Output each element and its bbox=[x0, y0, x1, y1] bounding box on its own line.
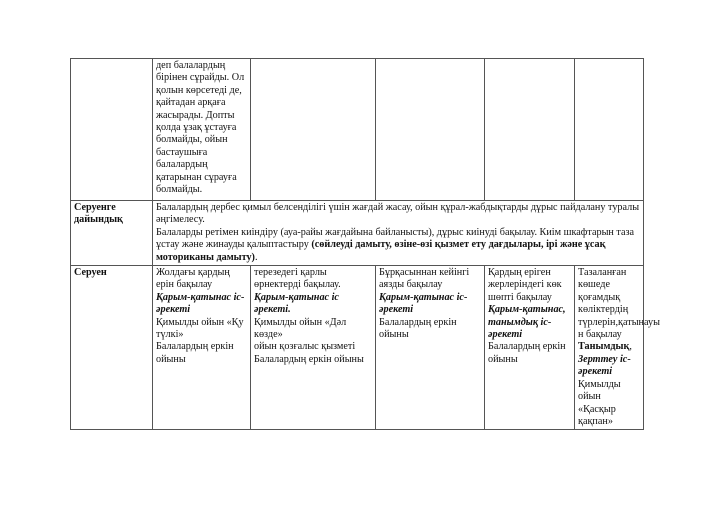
schedule-table bbox=[70, 58, 660, 430]
row-header-walk-preparation: Серуенге дайындық bbox=[71, 201, 153, 266]
motor-activity-text: ойын қозғалыс қызметі bbox=[254, 341, 356, 353]
text-line: болмайды. bbox=[156, 184, 203, 196]
text-line: қайтадан арқаға bbox=[156, 97, 226, 109]
walk-cell-day5 bbox=[575, 266, 660, 430]
preparation-period: . bbox=[254, 251, 258, 263]
activity-type: Қарым-қатынас іс-әрекеті bbox=[156, 291, 245, 316]
text-line: балалардың bbox=[156, 159, 208, 171]
observation-text: терезедегі қарлы өрнектерді бақылау. bbox=[254, 267, 341, 291]
text-line: қолда ұзақ ұстауға bbox=[156, 122, 237, 134]
activity-type: Қарым-қатынас, танымдық іс-әрекеті bbox=[488, 304, 566, 341]
text-line: жасырады. Допты bbox=[156, 109, 235, 121]
game-text: Қимылды ойын «Дәл көзде» bbox=[254, 316, 347, 341]
comma: , bbox=[629, 341, 632, 353]
free-play-text: Балалардың еркін ойыны bbox=[379, 316, 457, 341]
walk-cell-day1 bbox=[153, 266, 251, 430]
empty-cell bbox=[376, 59, 485, 201]
walk-cell-day4 bbox=[485, 266, 575, 430]
text-line: болмайды, ойын bbox=[156, 134, 228, 146]
preparation-text-2 bbox=[156, 227, 640, 264]
observation-text: Бұрқасыннан кейінгі аязды бақылау bbox=[379, 267, 470, 291]
walk-cell-day3 bbox=[376, 266, 485, 430]
free-play-text: Балалардың еркін ойыны bbox=[254, 353, 364, 365]
empty-cell bbox=[485, 59, 575, 201]
observation-text: Тазаланған көшеде қоғамдық көліктердің түрлерін,қатынауы н бақылау bbox=[578, 267, 660, 341]
activity-type: Қарым-қатынас іс әрекеті. bbox=[254, 291, 339, 316]
empty-cell bbox=[251, 59, 376, 201]
empty-cell bbox=[575, 59, 644, 201]
table-row-walk bbox=[71, 266, 644, 430]
activity-type: Зерттеу іс-әрекеті bbox=[578, 353, 631, 378]
text-line: бірінен сұрайды. Ол bbox=[156, 72, 245, 84]
table-row-continuation bbox=[71, 59, 644, 201]
text-line: қатарынан сұрауға bbox=[156, 171, 237, 183]
cognitive-label: Танымдық bbox=[578, 341, 630, 353]
free-play-text: Балалардың еркін ойыны bbox=[488, 341, 566, 365]
walk-cell-day2 bbox=[251, 266, 376, 430]
cognitive-activity-line bbox=[578, 341, 640, 353]
game-description-cell bbox=[153, 59, 251, 201]
observation-text: Қардың еріген жерлеріндегі көк шөпті бақылау bbox=[488, 267, 562, 303]
text-line: деп балалардың bbox=[156, 60, 226, 71]
text-line: қолын көрсетеді де, bbox=[156, 84, 242, 96]
free-play-text: Балалардың еркін ойыны bbox=[156, 341, 234, 365]
game-text: Қимылды ойын «Қу түлкі» bbox=[156, 316, 244, 341]
game-text: Қимылды ойын «Қасқыр қақпан» bbox=[578, 378, 621, 427]
activity-type: Қарым-қатынас іс-әрекеті bbox=[379, 291, 468, 316]
walk-preparation-cell bbox=[153, 201, 644, 266]
table-row-walk-preparation bbox=[71, 201, 644, 266]
preparation-text-1: Балалардың дербес қимыл белсенділігі үшін жағдай жасау, ойын құрал-жабдықтарды дұрыс пайдалану туралы әңгімелесу. bbox=[156, 202, 640, 226]
row-header-walk: Серуен bbox=[71, 266, 153, 430]
preparation-skills-note: (сөйлеуді дамыту, өзіне-өзі қызмет ету дағдылары, ірі және ұсақ моториканы дамыту) bbox=[156, 239, 606, 263]
observation-text: Жолдағы қардың ерін бақылау bbox=[156, 267, 230, 291]
row-header-empty bbox=[71, 59, 153, 201]
preparation-text-plain: Балаларды ретімен киіндіру (ауа-райы жағдайына байланысты), дұрыс киінуді бақылау. Киім шкафтарын таза ұстау және жинауды қалыптастыру bbox=[156, 226, 635, 251]
text-line: бастаушыға bbox=[156, 146, 208, 158]
